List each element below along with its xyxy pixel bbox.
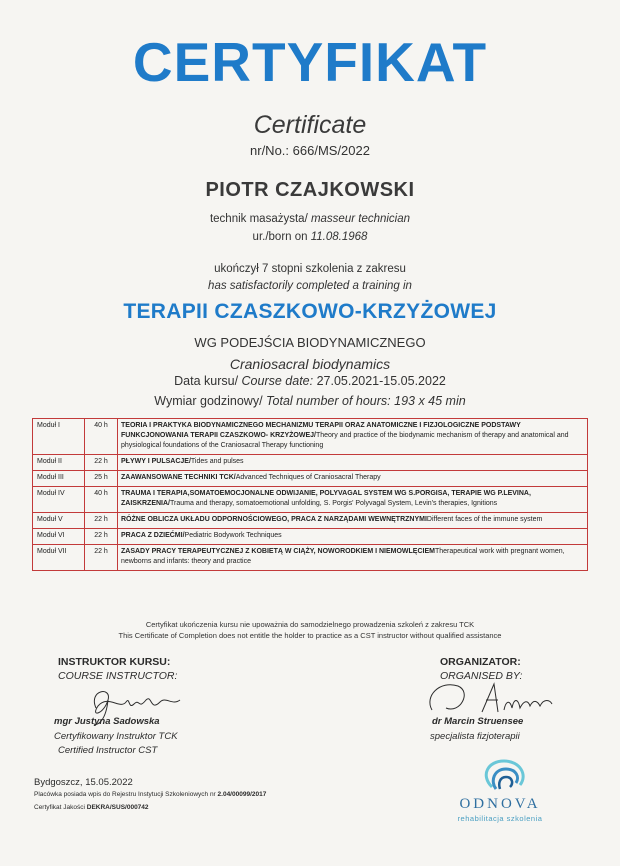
module-description (118, 455, 588, 471)
module-description (118, 487, 588, 513)
instructor-heading: INSTRUKTOR KURSU: (58, 656, 171, 668)
modules-table (32, 418, 588, 571)
logo-name: ODNOVA (459, 796, 541, 812)
organizer-title: specjalista fizjoterapii (430, 731, 520, 742)
module-name: Moduł V (33, 513, 85, 529)
module-name: Moduł VI (33, 529, 85, 545)
registry-number: 2.04/00099/2017 (217, 791, 267, 798)
module-title-en: Theory and practice of the biodynamic mechanism of therapy and anatomical and physiological foundations of the Craniosacral Therapy functioning (121, 432, 569, 449)
table-row (33, 471, 588, 487)
table-row (33, 487, 588, 513)
certificate-number (0, 143, 620, 158)
module-title-pl: RÓŻNE OBLICZA UKŁADU ODPORNOŚCIOWEGO, PRACA Z NARZĄDAMI WEWNĘTRZNYMI (121, 516, 427, 523)
module-title-en: Advanced Techniques of Craniosacral Therapy (235, 474, 381, 481)
place-date: Bydgoszcz, 15.05.2022 (34, 777, 133, 788)
dates-label-en: Course date: (241, 374, 317, 388)
table-row (33, 513, 588, 529)
certificate-subtitle: Certificate (253, 111, 367, 139)
module-title-en: Different faces of the immune system (426, 516, 543, 523)
module-title-pl: TEORIA I PRAKTYKA BIODYNAMICZNEGO MECHANIZMU TERAPII ORAZ ANATOMICZNE I FIZJOLOGICZNE PODSTAWY FUNKCJONOWANIA TERAPII CZASZKOWO- KRZYŻOWEJ/ (121, 422, 521, 439)
table-row (33, 455, 588, 471)
module-name: Moduł VII (33, 545, 85, 571)
disclaimer-pl: Certyfikat ukończenia kursu nie upoważnia do samodzielnego prowadzenia szkoleń z zakresu TCK (145, 620, 475, 629)
module-title-pl: PŁYWY I PULSACJE/ (121, 458, 191, 465)
table-row (33, 545, 588, 571)
module-description (118, 471, 588, 487)
module-title-en: Trauma and therapy, somatoemotional unfolding, S. Porgis' Polyvagal System, Levin's therapies, Ignitions (170, 500, 498, 507)
instructor-title-en: Certified Instructor CST (58, 745, 158, 756)
disclaimer-en: This Certificate of Completion does not entitle the holder to practice as a CST instructor without qualified assistance (118, 631, 502, 640)
module-description (118, 545, 588, 571)
profession-en: masseur technician (310, 213, 411, 225)
module-hours: 22 h (85, 455, 118, 471)
module-hours: 25 h (85, 471, 118, 487)
born-label: ur./born on (252, 231, 311, 243)
hours-value: 193 x 45 min (394, 394, 466, 408)
recipient-profession (0, 213, 620, 225)
instructor-name: mgr Justyna Sadowska (54, 716, 160, 727)
module-title-pl: PRACA Z DZIEĆMI/ (121, 532, 185, 539)
completion-line-pl: ukończył 7 stopni szkolenia z zakresu (214, 263, 406, 275)
module-description (118, 529, 588, 545)
registry-line (34, 791, 266, 798)
logo-tagline: rehabilitacja szkolenia (457, 814, 543, 823)
module-hours: 40 h (85, 419, 118, 455)
quality-text: Certyfikat Jakości (34, 804, 87, 811)
certificate-title: CERTYFIKAT (132, 31, 488, 93)
instructor-heading-en: COURSE INSTRUCTOR: (58, 670, 178, 682)
course-approach-en: Craniosacral biodynamics (229, 356, 391, 372)
module-title-en: Therapeutical work with pregnant women, newborns and infants: theory and practice (121, 548, 565, 565)
instructor-title-pl: Certyfikowany Instruktor TCK (54, 731, 178, 742)
hours-label-pl: Wymiar godzinowy/ (154, 394, 267, 408)
module-hours: 40 h (85, 487, 118, 513)
certificate-number-value: 666/MS/2022 (292, 143, 370, 158)
module-name: Moduł II (33, 455, 85, 471)
module-title-pl: ZAAWANSOWANE TECHNIKI TCK/ (121, 474, 236, 481)
certificate-number-label: nr/No.: (250, 143, 293, 158)
module-name: Moduł I (33, 419, 85, 455)
module-title-en: Pediatric Bodywork Techniques (184, 532, 282, 539)
module-title-pl: ZASADY PRACY TERAPEUTYCZNEJ Z KOBIETĄ W CIĄŻY, NOWORODKIEM I NIEMOWLĘCIEM (121, 548, 435, 555)
recipient-name: PIOTR CZAJKOWSKI (205, 179, 415, 201)
module-description (118, 419, 588, 455)
module-title-pl: TRAUMA I TERAPIA,SOMATOEMOCJONALNE ODWIJANIE, POLYVAGAL SYSTEM WG S.PORGISA, TERAPIE WG P.LEVINA, ZAISKRZENIA/ (121, 490, 531, 507)
dates-value: 27.05.2021-15.05.2022 (316, 374, 446, 388)
module-hours: 22 h (85, 513, 118, 529)
organizer-heading: ORGANIZATOR: (440, 656, 521, 668)
module-name: Moduł III (33, 471, 85, 487)
recipient-born (0, 231, 620, 243)
profession-pl: technik masażysta/ (209, 213, 311, 225)
hours-label-en: Total number of hours: (266, 394, 395, 408)
module-hours: 22 h (85, 545, 118, 571)
born-date: 11.08.1968 (310, 231, 368, 243)
module-hours: 22 h (85, 529, 118, 545)
course-name: TERAPII CZASZKOWO-KRZYŻOWEJ (123, 300, 497, 323)
course-approach: WG PODEJŚCIA BIODYNAMICZNEGO (194, 335, 426, 350)
course-hours (0, 394, 620, 408)
organizer-name: dr Marcin Struensee (432, 716, 524, 727)
table-row (33, 419, 588, 455)
registry-text: Placówka posiada wpis do Rejestru Instytucji Szkoleniowych nr (34, 791, 218, 798)
completion-line-en: has satisfactorily completed a training in (208, 280, 412, 292)
module-name: Moduł IV (33, 487, 85, 513)
module-title-en: Tides and pulses (190, 458, 244, 465)
course-dates (0, 374, 620, 388)
quality-line (34, 804, 149, 811)
organizer-heading-en: ORGANISED BY: (440, 670, 523, 682)
table-row (33, 529, 588, 545)
module-description (118, 513, 588, 529)
dates-label-pl: Data kursu/ (174, 374, 242, 388)
quality-number: DEKRA/SUS/000742 (86, 804, 149, 811)
